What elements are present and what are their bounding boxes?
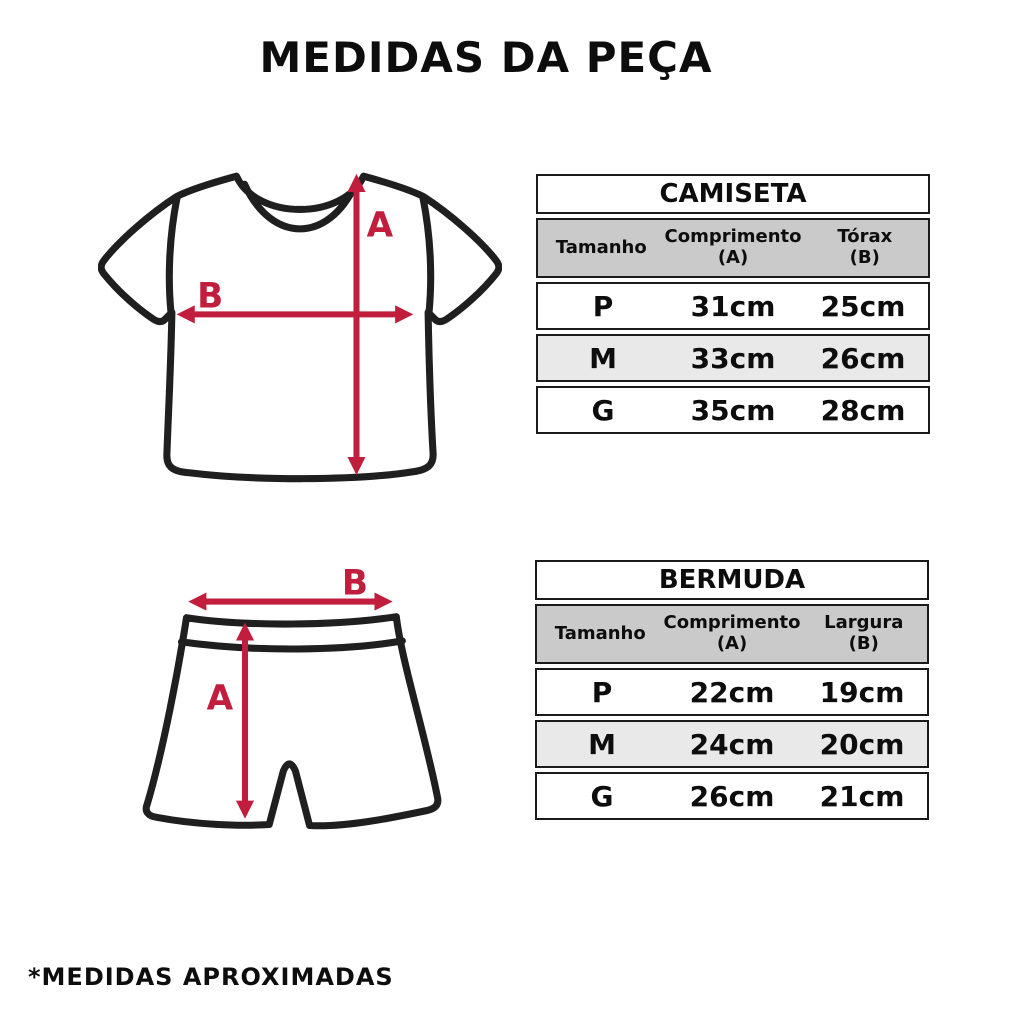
bermuda-col-largura: Largura (B) (824, 612, 904, 654)
size-cell: G (590, 779, 614, 813)
torax-cell: 26cm (820, 341, 906, 375)
tshirt-label-b: B (197, 276, 224, 317)
shorts-label-a: A (206, 678, 234, 719)
bermuda-col-comprimento: Comprimento (A) (663, 612, 801, 654)
bermuda-table-title: BERMUDA (535, 560, 929, 600)
comprimento-cell: 33cm (690, 341, 776, 375)
approx-measures-note: *MEDIDAS APROXIMADAS (28, 963, 394, 991)
size-cell: M (589, 341, 617, 375)
tshirt-outline-icon (101, 176, 499, 478)
bermuda-table (535, 560, 929, 820)
shorts-label-b: B (341, 563, 368, 604)
camiseta-header-row (536, 218, 930, 278)
comprimento-cell: 35cm (690, 393, 776, 427)
size-cell: P (592, 289, 614, 323)
size-cell: M (588, 727, 616, 761)
camiseta-col-tamanho: Tamanho (555, 236, 647, 258)
page-title: MEDIDAS DA PEÇA (259, 33, 713, 82)
bermuda-row-g (535, 772, 929, 820)
camiseta-table (536, 174, 930, 434)
camiseta-table-title: CAMISETA (536, 174, 930, 214)
bermuda-header-row (535, 604, 929, 664)
camiseta-col-torax: Tórax (B) (837, 226, 893, 268)
largura-cell: 21cm (819, 779, 905, 813)
camiseta-row-m (536, 334, 930, 382)
bermuda-col-tamanho: Tamanho (554, 622, 646, 644)
comprimento-cell: 31cm (690, 289, 776, 323)
largura-cell: 19cm (819, 675, 905, 709)
camiseta-row-g (536, 386, 930, 434)
tshirt-label-a: A (366, 205, 394, 246)
comprimento-cell: 24cm (689, 727, 775, 761)
torax-cell: 25cm (820, 289, 906, 323)
shorts-outline-icon (146, 617, 438, 826)
size-cell: G (591, 393, 615, 427)
comprimento-cell: 22cm (689, 675, 775, 709)
size-cell: P (591, 675, 613, 709)
bermuda-row-m (535, 720, 929, 768)
torax-cell: 28cm (820, 393, 906, 427)
camiseta-row-p (536, 282, 930, 330)
bermuda-row-p (535, 668, 929, 716)
largura-cell: 20cm (819, 727, 905, 761)
shorts-diagram (128, 556, 476, 864)
camiseta-col-comprimento: Comprimento (A) (664, 226, 802, 268)
tshirt-diagram (98, 156, 502, 504)
comprimento-cell: 26cm (689, 779, 775, 813)
